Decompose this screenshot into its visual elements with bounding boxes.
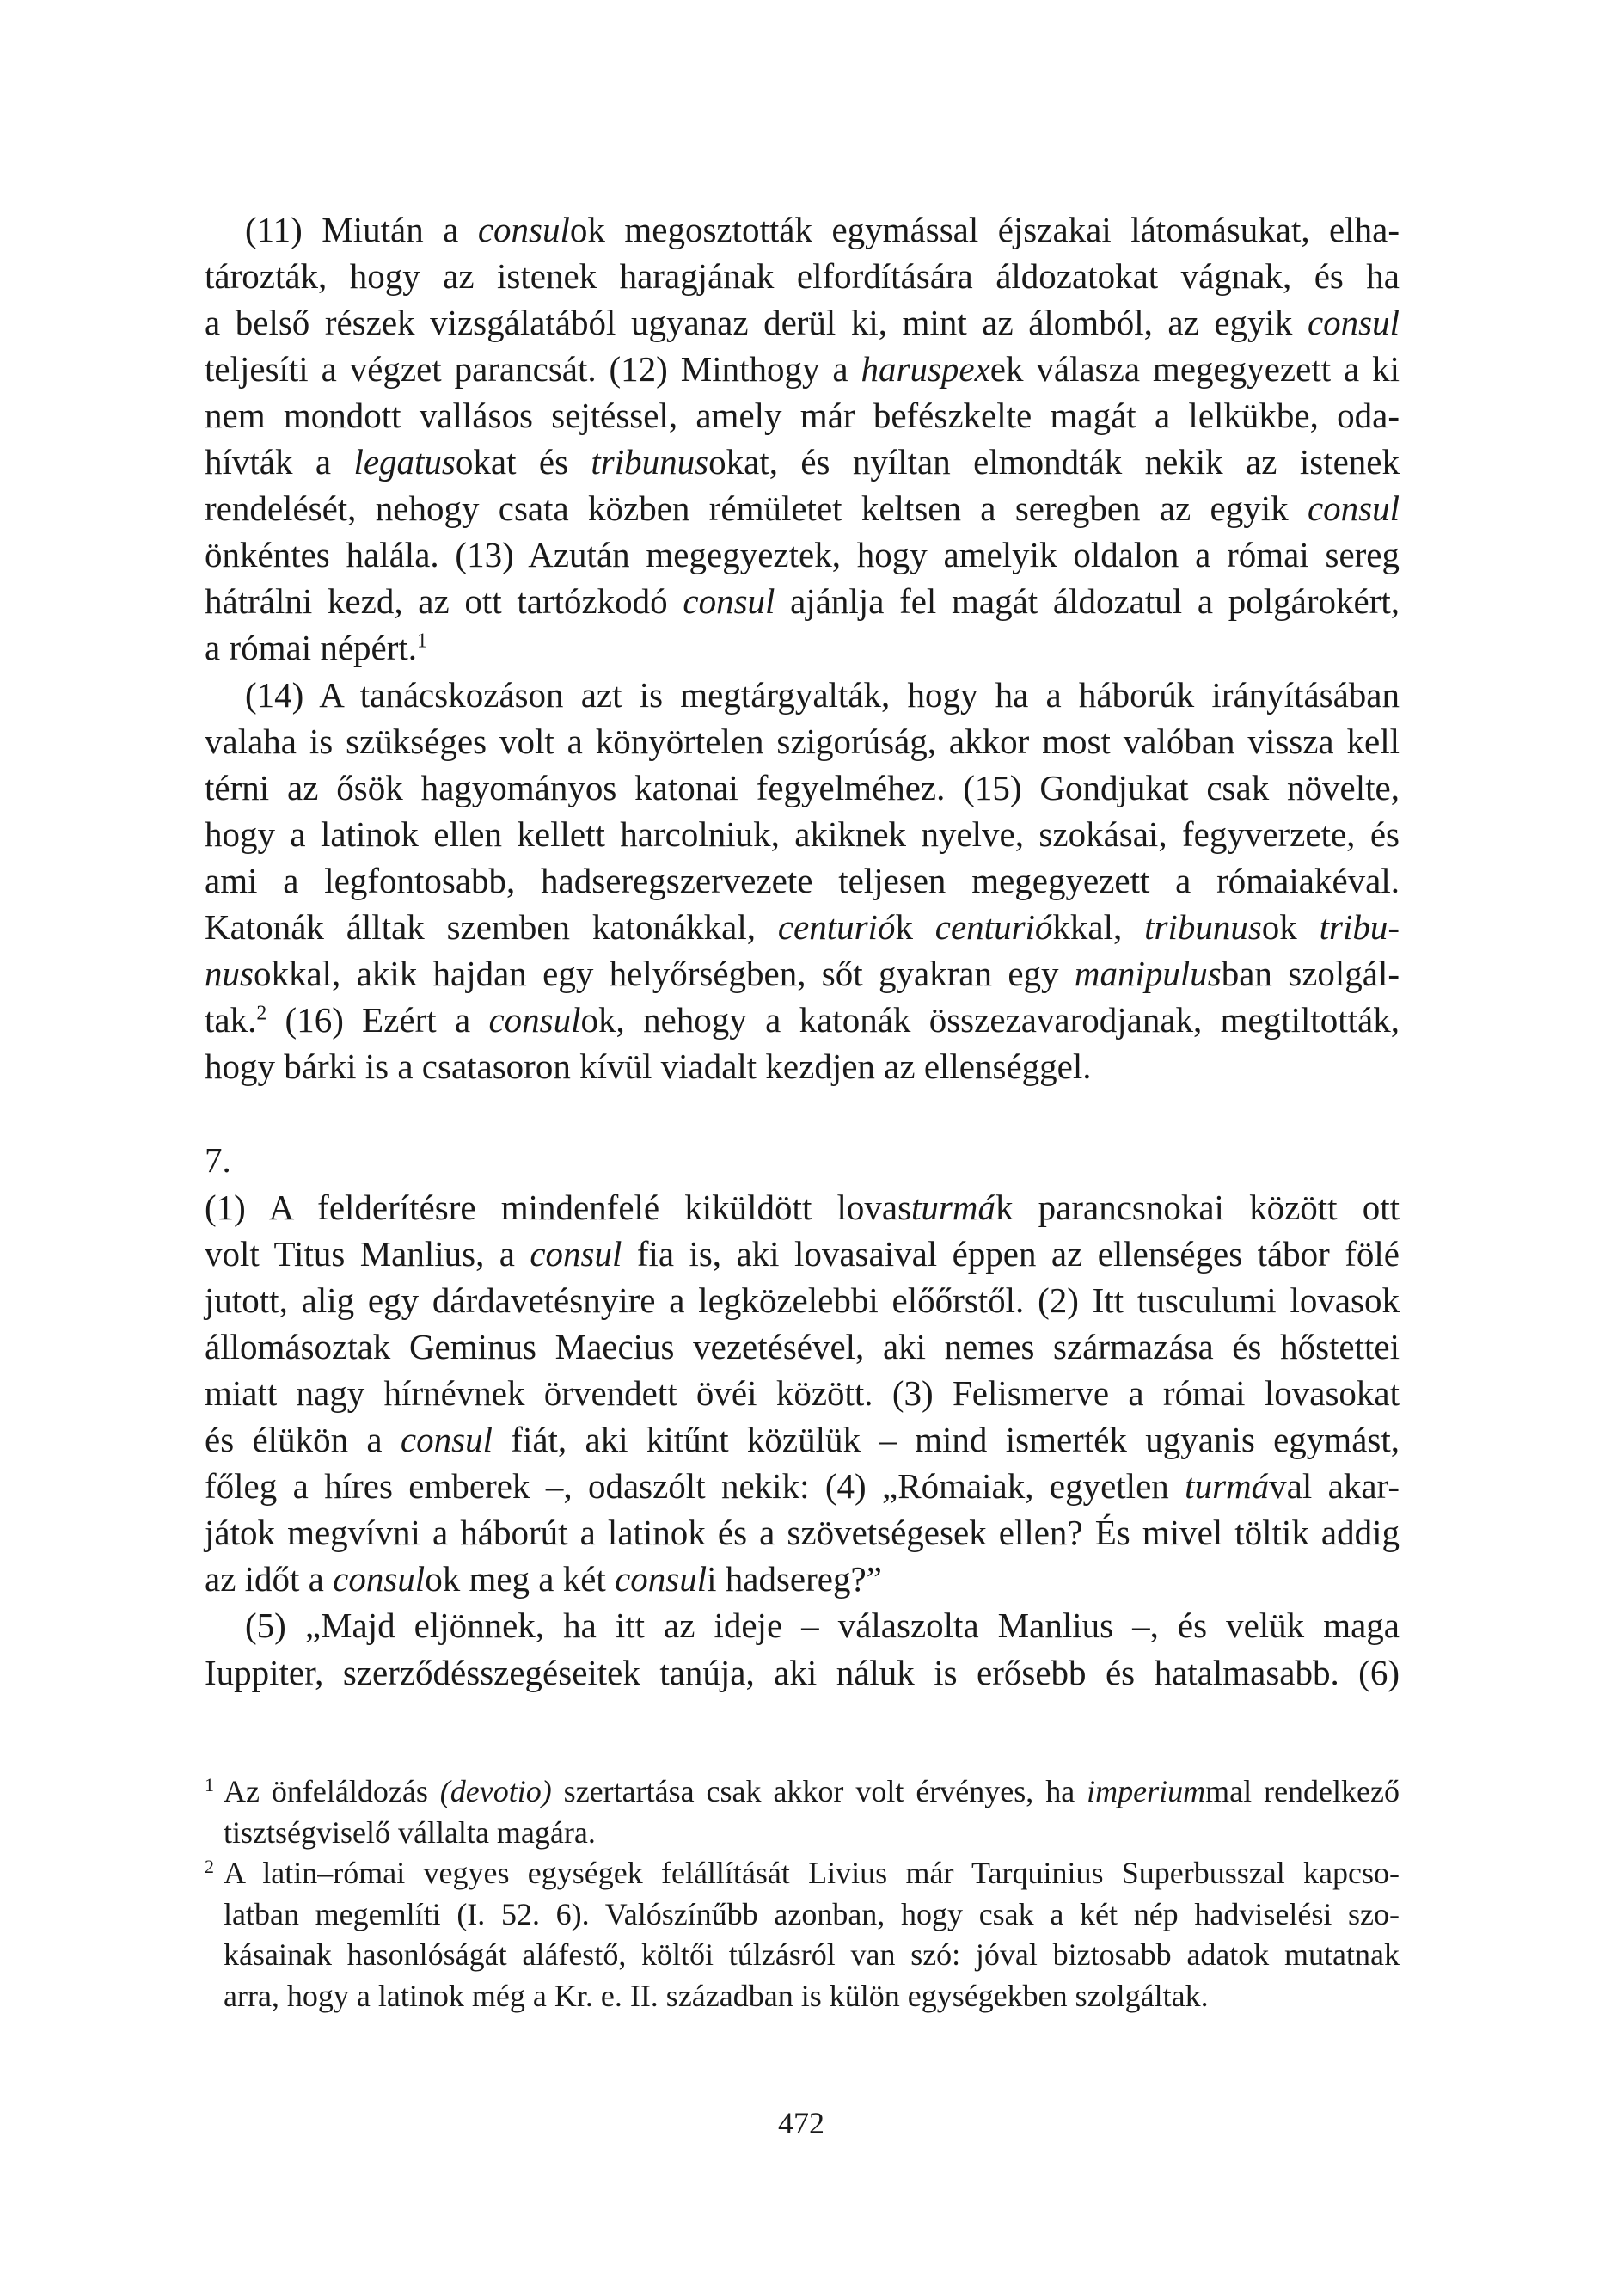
text-line	[245, 209, 1400, 249]
italic-term: consul	[400, 1420, 493, 1459]
text-line	[205, 348, 1400, 389]
italic-term: consul	[530, 1233, 622, 1274]
chapter-number-heading: 7.	[205, 1139, 231, 1180]
text-run: játok megvívni a háborút a latinok és a szövetségesek ellen? És mivel töltik addig	[205, 1513, 1400, 1553]
text-run: (16) Ezért a	[266, 1000, 489, 1041]
text-run: (11) Miután a	[245, 209, 478, 249]
text-line	[205, 488, 1400, 529]
text-run: Iuppiter, szerződésszegéseitek tanúja, aki náluk is erősebb és hatalmasabb. (6)	[205, 1652, 1400, 1692]
text-run: hívták a	[205, 442, 354, 482]
text-run: ok meg a két	[425, 1559, 616, 1599]
text-run: főleg a híres emberek –, odaszólt nekik: (4) „Rómaiak, egyetlen	[205, 1466, 1185, 1507]
text-run: Katonák álltak szemben katonákkal,	[205, 907, 778, 947]
text-run: arra, hogy a latinok még a Kr. e. II. században is külön egységekben szolgáltak.	[224, 1978, 1209, 2013]
italic-term: consul	[333, 1559, 426, 1599]
text-run: tak.	[205, 1000, 257, 1041]
text-run: ek válasza megegyezett a ki	[989, 348, 1400, 389]
text-run: az időt a	[205, 1559, 334, 1599]
footnote-reference[interactable]: 2	[256, 1002, 267, 1025]
text-line	[205, 581, 1400, 622]
italic-term: nus	[205, 954, 254, 994]
text-run: hogy a latinok ellen kellett harcolniuk, akiknek nyelve, szokásai, fegyverzete, és	[205, 813, 1400, 854]
text-line	[205, 1280, 1400, 1320]
text-run: tározták, hogy az istenek haragjának elfordítására áldozatokat vágnak, és ha	[205, 255, 1400, 296]
text-run: térni az ősök hagyományos katonai fegyelméhez. (15) Gondjukat csak növelte,	[205, 767, 1400, 807]
text-run: rendelését, nehogy csata közben rémületet keltsen a seregben az egyik	[205, 488, 1308, 529]
text-line	[205, 1233, 1400, 1274]
text-run: ok, nehogy a katonák összezavarodjanak, megtiltották,	[580, 1000, 1400, 1041]
text-run: állomásoztak Geminus Maecius vezetésével, aki nemes származása és hőstettei	[205, 1326, 1400, 1366]
text-run: szertartása csak akkor volt érvényes, ha	[551, 1773, 1087, 1808]
text-line	[205, 395, 1400, 435]
text-line	[205, 255, 1400, 296]
text-run: valaha is szükséges volt a könyörtelen szigorúság, akkor most valóban vissza kell	[205, 721, 1400, 761]
italic-term: tribunus	[591, 442, 709, 482]
text-line	[205, 302, 1400, 342]
footnote-line	[224, 1980, 1400, 2011]
italic-term: tribu-	[1319, 907, 1400, 947]
text-line	[205, 1326, 1400, 1366]
text-run: és élükön a	[205, 1420, 401, 1459]
text-run: ami a legfontosabb, hadseregszervezete teljesen megegyezett a rómaiakéval.	[205, 860, 1400, 900]
text-run: okkal, akik hajdan egy helyőrségben, sőt gyakran egy	[253, 954, 1075, 994]
italic-term: manipulus	[1074, 954, 1222, 994]
text-line	[205, 1372, 1400, 1413]
text-line	[205, 860, 1400, 900]
italic-term: imperium	[1087, 1773, 1206, 1808]
text-run: ban szolgál-	[1221, 954, 1400, 994]
text-run: (1) A felderítésre mindenfelé kiküldött lovas	[205, 1187, 912, 1227]
text-line	[205, 442, 1400, 482]
text-run: a római népért.	[205, 628, 418, 668]
text-line	[205, 907, 1400, 947]
text-run: okat és	[455, 442, 591, 482]
text-line	[205, 721, 1400, 761]
italic-term: consul	[683, 581, 775, 622]
italic-term: legatus	[353, 442, 456, 482]
italic-term: centurió	[777, 907, 896, 947]
text-line	[245, 1605, 1400, 1646]
text-run: fia is, aki lovasaival éppen az ellenséges tábor fölé	[622, 1233, 1400, 1274]
text-run: jutott, alig egy dárdavetésnyire a legközelebbi előőrstől. (2) Itt tusculumi lovasok	[205, 1280, 1400, 1320]
italic-term: consul	[1307, 488, 1400, 529]
footnote-number: 2	[205, 1856, 214, 1878]
text-run: mal rendelkező	[1205, 1773, 1400, 1808]
text-run: teljesíti a végzet parancsát. (12) Minthogy a	[205, 348, 861, 389]
text-run: hátrálni kezd, az ott tartózkodó	[205, 581, 683, 622]
text-line	[205, 1652, 1400, 1692]
italic-term: turmá	[1185, 1466, 1270, 1507]
text-run: ajánlja fel magát áldozatul a polgárokért,	[775, 581, 1400, 622]
text-run: A latin–római vegyes egységek felállítását Livius már Tarquinius Superbusszal kapcso-	[224, 1856, 1400, 1891]
text-line	[205, 1513, 1400, 1553]
text-run: kkal,	[1052, 907, 1145, 947]
italic-term: consul	[1307, 302, 1400, 342]
text-run: ok megosztották egymással éjszakai látomásukat, elha-	[569, 209, 1400, 249]
text-run: i hadsereg?”	[707, 1559, 882, 1599]
italic-term: tribunus	[1144, 907, 1262, 947]
italic-term: consul	[615, 1559, 708, 1599]
italic-term: turmá	[911, 1187, 995, 1227]
text-run: okat, és nyíltan elmondták nekik az istenek	[708, 442, 1400, 482]
text-run: fiát, aki kitűnt közülük – mind ismerték ugyanis egymást,	[492, 1420, 1400, 1459]
text-run: volt Titus Manlius, a	[205, 1233, 530, 1274]
text-line	[205, 1466, 1400, 1507]
italic-term: consul	[477, 209, 570, 249]
italic-term: (devotio)	[439, 1773, 552, 1808]
text-line	[205, 1422, 1400, 1458]
footnote-line	[224, 1937, 1400, 1973]
text-line	[205, 813, 1400, 854]
text-line	[205, 767, 1400, 807]
text-run: kásainak hasonlóságát aláfestő, költői túlzásról van szó: jóval biztosabb adatok mutatnak	[224, 1937, 1400, 1973]
text-run: Az önfeláldozás	[224, 1773, 440, 1808]
text-run: latban megemlíti (I. 52. 6). Valószínűbb azonban, hogy csak a két nép hadviselési szo-	[224, 1896, 1400, 1931]
text-line	[205, 537, 1400, 573]
italic-term: centurió	[934, 907, 1053, 947]
text-run: ok	[1261, 907, 1320, 947]
italic-term: consul	[488, 1000, 581, 1041]
text-run: k parancsnokai között ott	[995, 1187, 1400, 1227]
text-run: nem mondott vallásos sejtéssel, amely már befészkelte magát a lelkükbe, oda-	[205, 395, 1400, 435]
text-run: önkéntes halála. (13) Azután megegyeztek, hogy amelyik oldalon a római sereg	[205, 535, 1400, 575]
footnote-line	[224, 1814, 1400, 1850]
text-line	[205, 630, 1400, 666]
footnote-line	[224, 1896, 1400, 1931]
footnote-line	[224, 1773, 1400, 1808]
text-run: (14) A tanácskozáson azt is megtárgyalták, hogy ha a háborúk irányításában	[245, 674, 1400, 715]
text-line	[205, 1187, 1400, 1227]
text-run: hogy bárki is a csatasoron kívül viadalt kezdjen az ellenséggel.	[205, 1047, 1092, 1087]
text-line	[245, 674, 1400, 715]
text-run: tisztségviselő vállalta magára.	[224, 1814, 596, 1850]
text-line	[205, 1559, 1400, 1599]
text-run: (5) „Majd eljönnek, ha itt az ideje – válaszolta Manlius –, és velük maga	[245, 1605, 1400, 1646]
text-run: val akar-	[1269, 1466, 1400, 1507]
footnote-reference[interactable]: 1	[417, 629, 427, 653]
footnote-line	[224, 1856, 1400, 1891]
text-line	[205, 954, 1400, 994]
italic-term: haruspex	[861, 348, 990, 389]
text-line	[205, 1000, 1400, 1041]
footnote-number: 1	[205, 1774, 214, 1796]
text-run: miatt nagy hírnévnek örvendett övéi között. (3) Felismerve a római lovasokat	[205, 1372, 1400, 1413]
page-number: 472	[778, 2105, 824, 2140]
text-run: k	[895, 907, 935, 947]
text-run: a belső részek vizsgálatából ugyanaz derül ki, mint az álomból, az egyik	[205, 302, 1308, 342]
text-line	[205, 1047, 1400, 1087]
